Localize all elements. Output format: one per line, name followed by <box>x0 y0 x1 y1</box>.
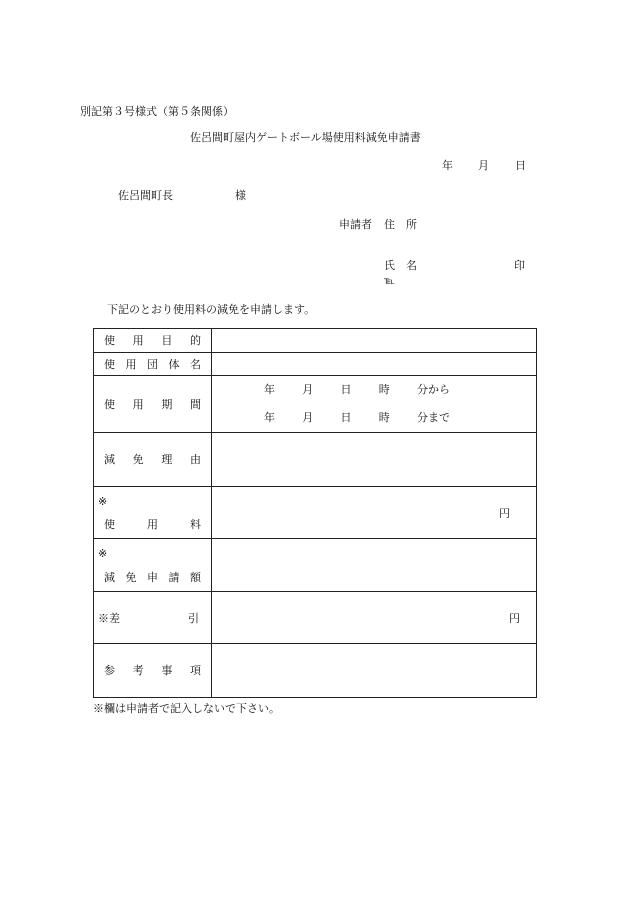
reduction-label: 減 免 申 請 額 <box>104 571 201 584</box>
difference-label-end: 引 <box>188 612 199 625</box>
reduction-input[interactable] <box>212 539 537 592</box>
period-end: 年 月 日 時 分まで <box>264 411 450 424</box>
footnote: ※欄は申請者で記入しないで下さい。 <box>93 702 280 715</box>
difference-label: ※差 <box>98 612 120 625</box>
row-reason <box>94 433 537 487</box>
applicant-seal-label: 印 <box>514 259 525 272</box>
applicant-address-label: 住 所 <box>384 218 417 231</box>
addressee-honorific: 様 <box>235 189 246 202</box>
row-purpose <box>94 329 537 353</box>
document-title: 佐呂間町屋内ゲートボール場使用料減免申請書 <box>190 131 421 144</box>
period-label: 使 用 期 間 <box>104 398 201 411</box>
row-fee <box>94 487 537 539</box>
form-reference: 別記第３号様式（第５条関係） <box>80 105 234 118</box>
purpose-input[interactable] <box>212 329 537 353</box>
fee-input[interactable] <box>212 487 537 539</box>
application-table <box>93 328 537 698</box>
row-group <box>94 353 537 376</box>
row-difference <box>94 592 537 644</box>
remarks-label: 参 考 事 項 <box>104 664 201 677</box>
fee-note-mark: ※ <box>98 495 108 508</box>
purpose-label: 使 用 目 的 <box>104 334 201 347</box>
difference-input[interactable] <box>212 592 537 644</box>
row-reduction <box>94 539 537 592</box>
intro-text: 下記のとおり使用料の減免を申請します。 <box>107 303 316 316</box>
row-remarks <box>94 644 537 698</box>
fee-label: 使 用 料 <box>104 518 201 531</box>
difference-unit: 円 <box>509 612 520 625</box>
row-period <box>94 376 537 433</box>
applicant-tel-label: ℡ <box>384 276 395 287</box>
date-year-label: 年 <box>442 159 453 172</box>
period-input[interactable] <box>212 376 537 433</box>
period-start: 年 月 日 時 分から <box>264 383 450 396</box>
remarks-input[interactable] <box>212 644 537 698</box>
applicant-label: 申請者 <box>339 218 372 231</box>
reason-input[interactable] <box>212 433 537 487</box>
date-month-label: 月 <box>478 159 489 172</box>
addressee-name: 佐呂間町長 <box>118 189 173 202</box>
applicant-name-label: 氏 名 <box>384 259 417 272</box>
reduction-note-mark: ※ <box>98 547 108 560</box>
group-label: 使 用 団 体 名 <box>104 358 201 371</box>
reason-label: 減 免 理 由 <box>104 453 201 466</box>
date-day-label: 日 <box>515 159 526 172</box>
group-input[interactable] <box>212 353 537 376</box>
fee-unit: 円 <box>499 507 510 520</box>
